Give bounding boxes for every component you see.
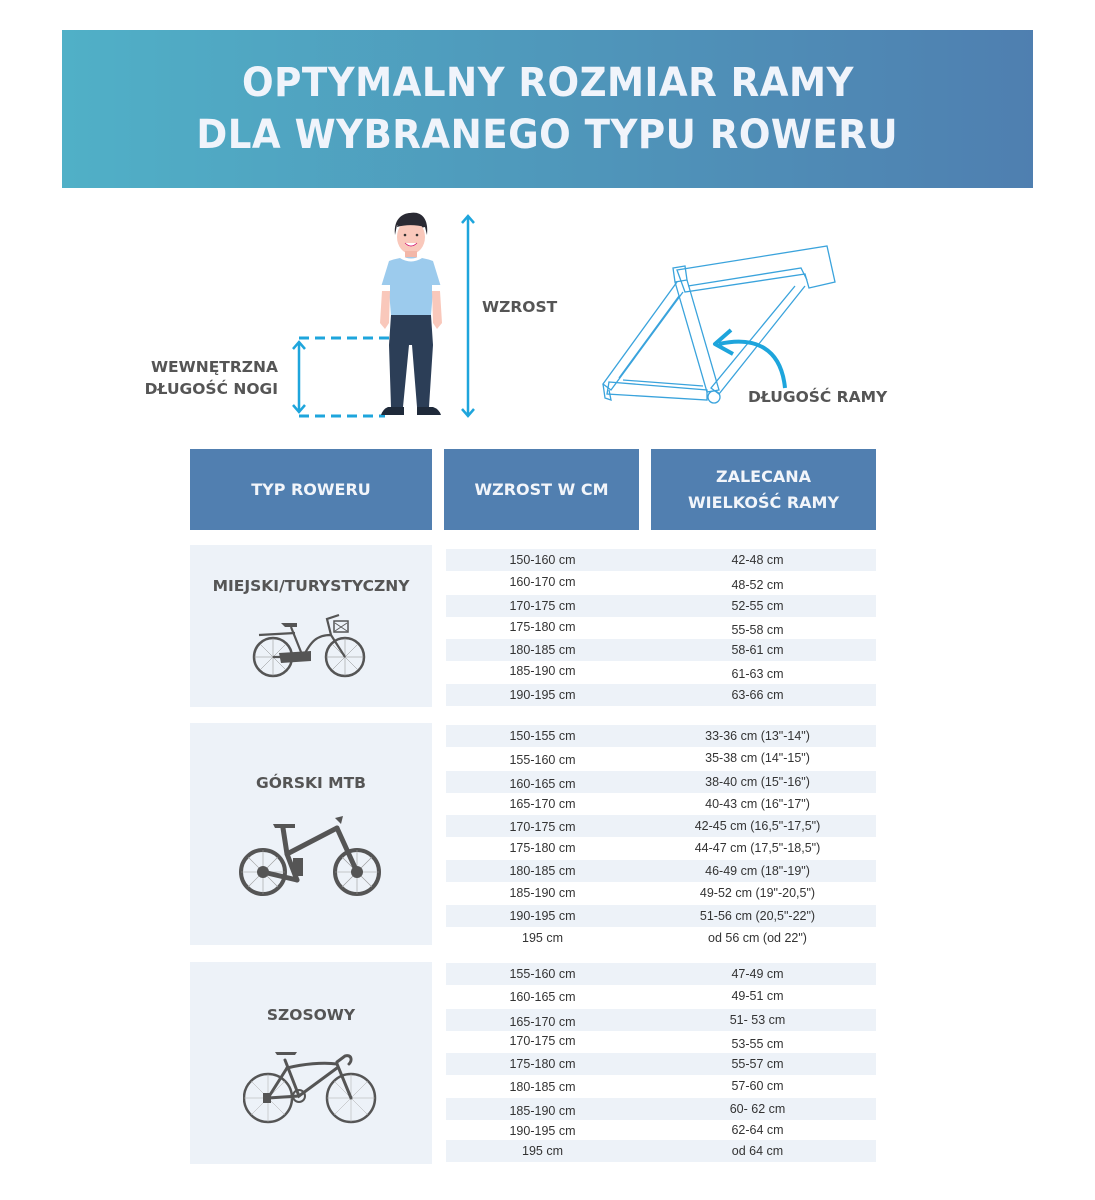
- table-row: 165-170 cm 51- 53 cm: [446, 1009, 876, 1031]
- table-row: 160-170 cm 48-52 cm: [509, 575, 784, 592]
- table-row: 190-195 cm 51-56 cm (20,5"-22"): [446, 905, 876, 927]
- mountain-bike-icon: [239, 814, 383, 900]
- bike-type-name: MIEJSKI/TURYSTYCZNY: [212, 577, 410, 595]
- header-frame-size-line-2: WIELKOŚĆ RAMY: [687, 492, 840, 512]
- bike-type-name: GÓRSKI MTB: [256, 774, 366, 792]
- bike-type-name: SZOSOWY: [266, 1006, 356, 1024]
- table-row: 175-180 cm 55-57 cm: [446, 1053, 876, 1075]
- table-row: 150-160 cm 42-48 cm: [446, 549, 876, 571]
- table-row: 160-165 cm 49-51 cm: [509, 989, 784, 1004]
- header-bike-type: [190, 449, 432, 530]
- table-row: 165-170 cm 40-43 cm (16"-17"): [509, 797, 810, 811]
- table-row: 180-185 cm 57-60 cm: [509, 1079, 784, 1094]
- table-row: 185-190 cm 61-63 cm: [509, 664, 784, 681]
- table-row: 180-185 cm 46-49 cm (18"-19"): [446, 860, 876, 882]
- road-bike-icon: [243, 1046, 379, 1126]
- rows-mtb: [446, 725, 876, 949]
- person-measurement-icon: [285, 205, 485, 425]
- inseam-label-line-1: WEWNĘTRZNA: [150, 358, 278, 376]
- table-row: 170-175 cm 53-55 cm: [509, 1034, 784, 1051]
- table-row: 170-175 cm 52-55 cm: [446, 595, 876, 617]
- table-row: 195 cm od 64 cm: [446, 1140, 876, 1162]
- header-height: [444, 449, 639, 530]
- table-row: 195 cm od 56 cm (od 22"): [522, 931, 807, 945]
- title-line-1: OPTYMALNY ROZMIAR RAMY: [241, 60, 854, 106]
- header-height-label: WZROST W CM: [474, 479, 609, 499]
- inseam-label: [140, 356, 278, 400]
- bike-frame-icon: [595, 240, 845, 410]
- height-label: WZROST: [482, 298, 558, 316]
- table-row: 155-160 cm 35-38 cm (14"-15"): [509, 751, 810, 767]
- rows-city: [446, 549, 876, 706]
- frame-length-label: DŁUGOŚĆ RAMY: [748, 388, 888, 406]
- table-row: 155-160 cm 47-49 cm: [446, 963, 876, 985]
- bike-type-city: [190, 545, 432, 707]
- table-row: 185-190 cm 60- 62 cm: [446, 1098, 876, 1120]
- table-row: 190-195 cm 62-64 cm: [509, 1123, 784, 1138]
- table-row: 160-165 cm 38-40 cm (15"-16"): [446, 771, 876, 793]
- table-row: 175-180 cm 55-58 cm: [509, 620, 784, 637]
- table-row: 180-185 cm 58-61 cm: [446, 639, 876, 661]
- title-banner: [62, 30, 1033, 188]
- table-row: 190-195 cm 63-66 cm: [446, 684, 876, 706]
- header-frame-size-line-1: ZALECANA: [715, 466, 811, 486]
- title-line-2: DLA WYBRANEGO TYPU ROWERU: [196, 112, 899, 158]
- bike-type-road: [190, 962, 432, 1164]
- table-row: 170-175 cm 42-45 cm (16,5"-17,5"): [446, 815, 876, 837]
- header-frame-size: [651, 449, 876, 530]
- bike-type-mtb: [190, 723, 432, 945]
- city-bike-icon: [251, 611, 371, 681]
- inseam-label-line-2: DŁUGOŚĆ NOGI: [144, 380, 278, 398]
- rows-road: [446, 963, 876, 1162]
- table-row: 175-180 cm 44-47 cm (17,5"-18,5"): [509, 841, 821, 855]
- table-row: 150-155 cm 33-36 cm (13"-14"): [446, 725, 876, 747]
- table-row: 185-190 cm 49-52 cm (19"-20,5"): [509, 886, 816, 900]
- header-bike-type-label: TYP ROWERU: [251, 479, 371, 499]
